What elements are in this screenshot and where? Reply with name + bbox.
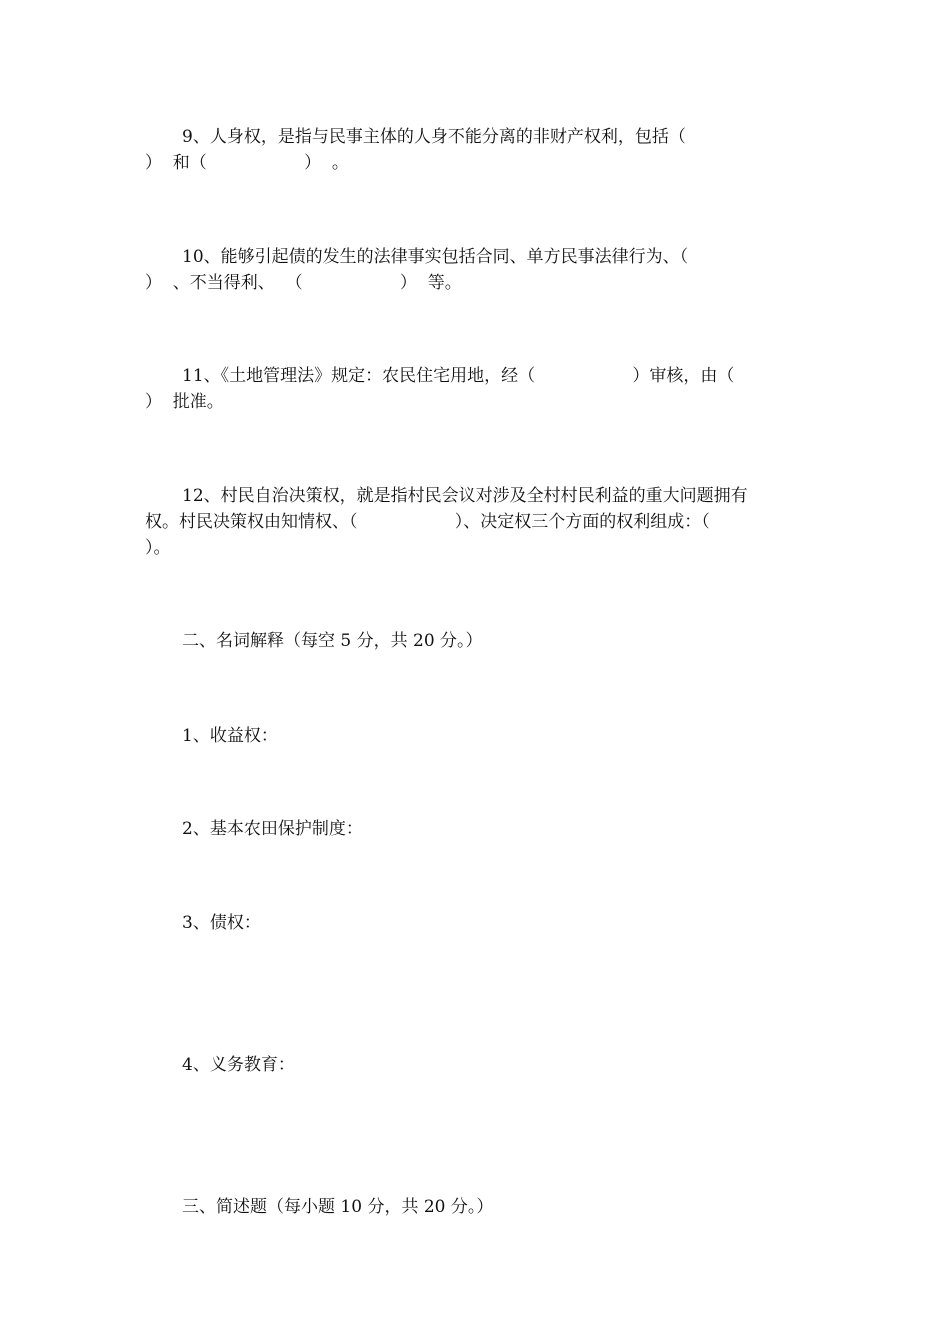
question-12-line-3: ）。 <box>145 538 171 558</box>
question-9-line-2: ） 和（ ） 。 <box>145 153 349 173</box>
term-item: 4、义务教育： <box>182 1055 295 1075</box>
question-12-line-1: 12、村民自治决策权，就是指村民会议对涉及全村村民利益的重大问题拥有 <box>182 486 748 506</box>
term-item: 1、收益权： <box>182 726 278 746</box>
section-3-heading: 三、简述题（每小题 10 分，共 20 分。） <box>182 1197 494 1217</box>
question-10-line-1: 10、能够引起债的发生的法律事实包括合同、单方民事法律行为、（ <box>182 247 689 267</box>
question-9-line-1: 9、人身权，是指与民事主体的人身不能分离的非财产权利，包括（ <box>182 127 686 147</box>
term-item: 2、基本农田保护制度： <box>182 819 363 839</box>
question-11-line-1: 11、《土地管理法》规定：农民住宅用地，经（ ）审核，由（ <box>182 366 735 386</box>
question-10-line-2: ） 、不当得利、 （ ） 等。 <box>145 273 462 293</box>
question-12-line-2: 权。村民决策权由知情权、（ ）、决定权三个方面的权利组成：（ <box>145 512 710 532</box>
term-item: 3、债权： <box>182 913 261 933</box>
section-2-heading: 二、名词解释（每空 5 分，共 20 分。） <box>182 631 483 651</box>
question-11-line-2: ） 批准。 <box>145 392 224 412</box>
